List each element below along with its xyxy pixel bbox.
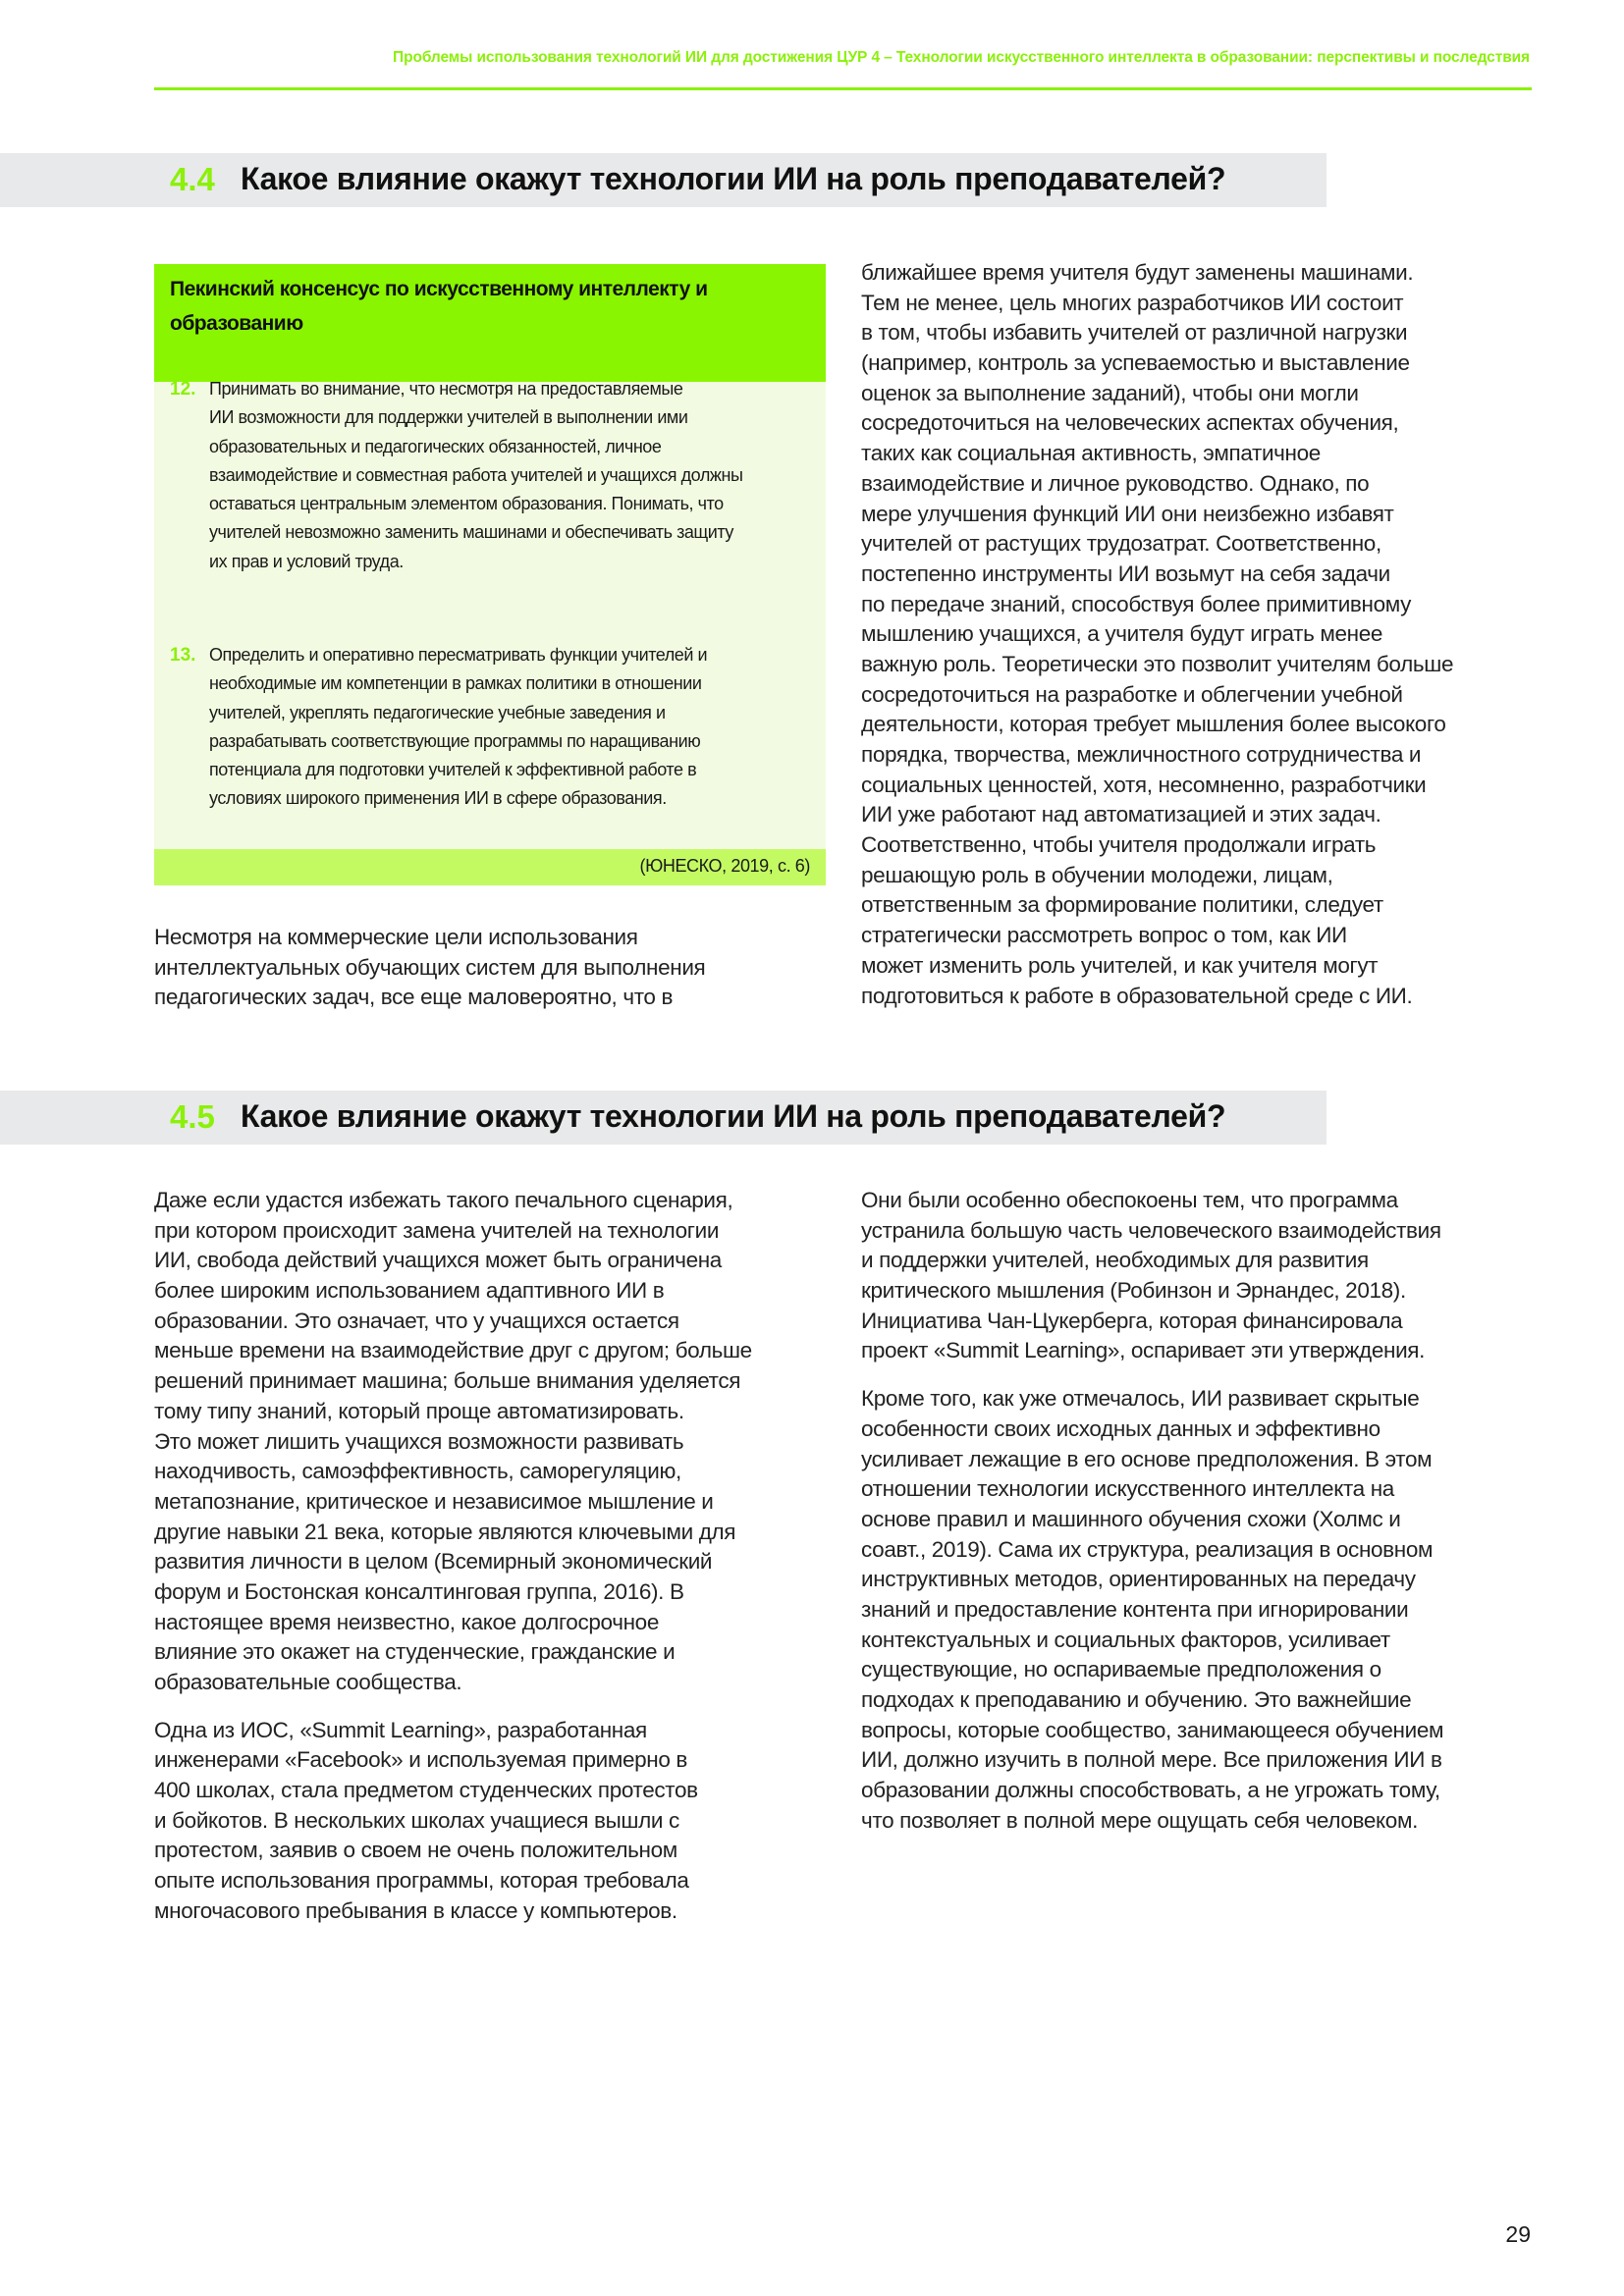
page-number: 29 <box>1505 2221 1531 2247</box>
text-line: порядка, творчества, межличностного сотрудничества и <box>861 742 1422 767</box>
list-text-line: разрабатывать соответствующие программы по наращиванию <box>209 730 701 751</box>
text-line: подходах к преподаванию и обучению. Это важнейшие <box>861 1687 1412 1712</box>
section-4-5-right-column <box>861 1186 1539 1836</box>
text-line: ближайшее время учителя будут заменены машинами. <box>861 260 1414 285</box>
text-line: Несмотря на коммерческие цели использования <box>154 925 638 949</box>
text-line: знаний и предоставление контента при игнорировании <box>861 1596 1409 1622</box>
text-line: Одна из ИОС, «Summit Learning», разработанная <box>154 1717 647 1742</box>
section-heading-4-5 <box>0 1091 1326 1145</box>
list-text-line: учителей, укреплять педагогические учебные заведения и <box>209 702 666 722</box>
text-line: проект «Summit Learning», оспаривает эти утверждения. <box>861 1338 1426 1363</box>
text-line: сосредоточиться на человеческих аспектах обучения, <box>861 410 1399 436</box>
text-line: ИИ уже работают над автоматизацией и этих задач. <box>861 802 1381 828</box>
box-title-line: образованию <box>170 312 303 335</box>
text-line: ИИ, должно изучить в полной мере. Все приложения ИИ в <box>861 1747 1442 1773</box>
citation-bar <box>154 849 826 885</box>
list-text-line: Определить и оперативно пересматривать функции учителей и <box>209 645 708 665</box>
text-line: ИИ, свобода действий учащихся может быть ограничена <box>154 1248 722 1273</box>
text-line: (например, контроль за успеваемостью и выставление <box>861 350 1410 376</box>
text-line: основе правил и машинного обучения схожи (Холмс и <box>861 1506 1401 1531</box>
text-line: отношении технологии искусственного интеллекта на <box>861 1476 1394 1502</box>
list-text-line: взаимодействие и совместная работа учителей и учащихся должны <box>209 464 743 485</box>
text-line: интеллектуальных обучающих систем для выполнения <box>154 954 706 980</box>
text-line: настоящее время неизвестно, какое долгосрочное <box>154 1609 659 1634</box>
section-title: Какое влияние окажут технологии ИИ на роль преподавателей? <box>241 1098 1226 1134</box>
list-text-line: образовательных и педагогических обязанностей, личное <box>209 436 662 456</box>
section-title: Какое влияние окажут технологии ИИ на роль преподавателей? <box>241 161 1226 196</box>
text-line: протестом, заявив о своем не очень положительном <box>154 1838 677 1863</box>
text-line: Соответственно, чтобы учителя продолжали играть <box>861 832 1377 858</box>
text-line: меньше времени на взаимодействие друг с другом; больше <box>154 1338 752 1363</box>
text-line: Инициатива Чан-Цукерберга, которая финансировала <box>861 1308 1403 1333</box>
text-line: опыте использования программы, которая требовала <box>154 1868 689 1894</box>
text-line: мышлению учащихся, а учителя будут играть менее <box>861 621 1383 647</box>
list-text-line: потенциала для подготовки учителей к эффективной работе в <box>209 760 697 780</box>
text-line: взаимодействие и личное руководство. Однако, по <box>861 470 1370 496</box>
list-text-line: их прав и условий труда. <box>209 551 404 571</box>
text-line: особенности своих исходных данных и эффективно <box>861 1415 1380 1441</box>
section-4-4-left-paragraph <box>154 923 783 1013</box>
text-line: постепенно инструменты ИИ возьмут на себя задачи <box>861 561 1390 586</box>
text-line: решающую роль в обучении молодежи, лицам, <box>861 862 1333 887</box>
list-number: 13. <box>170 645 196 666</box>
text-line: вопросы, которые сообщество, занимающееся обучением <box>861 1717 1444 1742</box>
text-line: другие навыки 21 века, которые являются ключевыми для <box>154 1519 736 1544</box>
text-line: многочасового пребывания в классе у компьютеров. <box>154 1897 677 1923</box>
text-line: Это может лишить учащихся возможности развивать <box>154 1428 684 1454</box>
text-line: оценок за выполнение заданий), чтобы они могли <box>861 380 1359 405</box>
text-line: находчивость, самоэффективность, саморегуляцию, <box>154 1459 681 1484</box>
text-line: таких как социальная активность, эмпатичное <box>861 441 1321 466</box>
section-number: 4.5 <box>170 1098 215 1135</box>
text-line: образовательные сообщества. <box>154 1670 462 1694</box>
box-title-line: Пекинский консенсус по искусственному интеллекту и <box>170 278 708 300</box>
text-line: Они были особенно обеспокоены тем, что программа <box>861 1188 1398 1212</box>
paragraph-gap <box>154 1698 783 1716</box>
list-number: 12. <box>170 379 196 400</box>
text-line: мере улучшения функций ИИ они неизбежно избавят <box>861 501 1394 526</box>
text-line: может изменить роль учителей, и как учителя могут <box>861 952 1379 978</box>
section-4-4-right-paragraph <box>861 258 1539 1011</box>
list-text-line: учителей невозможно заменить машинами и обеспечивать защиту <box>209 522 733 543</box>
text-line: более широким использованием адаптивного ИИ в <box>154 1278 665 1304</box>
text-line: усиливает лежащие в его основе предположения. В этом <box>861 1446 1433 1471</box>
text-line: образовании должны способствовать, а не угрожать тому, <box>861 1778 1440 1803</box>
text-line: контекстуальных и социальных факторов, усиливает <box>861 1627 1390 1652</box>
box-header <box>154 264 826 382</box>
citation: (ЮНЕСКО, 2019, с. 6) <box>639 856 810 876</box>
text-line: критического мышления (Робинзон и Эрнандес, 2018). <box>861 1278 1406 1304</box>
text-line: по передаче знаний, способствуя более примитивному <box>861 591 1412 616</box>
list-text-line: Принимать во внимание, что несмотря на предоставляемые <box>209 379 683 399</box>
text-line: влияние это окажет на студенческие, гражданские и <box>154 1639 676 1665</box>
text-line: Даже если удастся избежать такого печального сценария, <box>154 1188 733 1212</box>
text-line: Кроме того, как уже отмечалось, ИИ развивает скрытые <box>861 1386 1420 1412</box>
list-text-line: оставаться центральным элементом образования. Понимать, что <box>209 494 724 514</box>
text-line: учителей от растущих трудозатрат. Соответственно, <box>861 531 1381 557</box>
list-text-line: ИИ возможности для поддержки учителей в выполнении ими <box>209 407 688 428</box>
text-line: деятельности, которая требует мышления более высокого <box>861 712 1446 737</box>
text-line: в том, чтобы избавить учителей от различной нагрузки <box>861 320 1408 346</box>
text-line: Тем не менее, цель многих разработчиков ИИ состоит <box>861 290 1404 315</box>
running-header: Проблемы использования технологий ИИ для достижения ЦУР 4 – Технологии искусственного интеллекта в образовании: перспективы и последствия <box>393 49 1530 66</box>
text-line: ответственным за формирование политики, следует <box>861 892 1383 918</box>
text-line: при котором происходит замена учителей на технологии <box>154 1217 720 1243</box>
beijing-consensus-box <box>154 264 826 885</box>
list-text-line: необходимые им компетенции в рамках политики в отношении <box>209 673 702 694</box>
text-line: подготовиться к работе в образовательной среде с ИИ. <box>861 983 1413 1008</box>
text-line: важную роль. Теоретически это позволит учителям больше <box>861 651 1454 676</box>
text-line: социальных ценностей, хотя, несомненно, разработчики <box>861 772 1427 797</box>
text-line: метапознание, критическое и независимое мышление и <box>154 1488 714 1514</box>
paragraph-gap <box>861 1366 1539 1384</box>
text-line: сосредоточиться на разработке и облегчении учебной <box>861 681 1403 707</box>
section-heading-4-4 <box>0 153 1326 207</box>
text-line: стратегически рассмотреть вопрос о том, как ИИ <box>861 923 1347 948</box>
text-line: развития личности в целом (Всемирный экономический <box>154 1549 713 1575</box>
text-line: форум и Бостонская консалтинговая группа, 2016). В <box>154 1578 684 1604</box>
text-line: образовании. Это означает, что у учащихся остается <box>154 1308 679 1333</box>
text-line: решений принимает машина; больше внимания уделяется <box>154 1368 741 1394</box>
section-number: 4.4 <box>170 161 215 197</box>
text-line: педагогических задач, все еще маловероятно, что в <box>154 985 674 1010</box>
text-line: и поддержки учителей, необходимых для развития <box>861 1248 1369 1273</box>
list-text-line: условиях широкого применения ИИ в сфере образования. <box>209 788 667 809</box>
text-line: тому типу знаний, который проще автоматизировать. <box>154 1398 684 1423</box>
text-line: существующие, но оспариваемые предположения о <box>861 1657 1381 1682</box>
text-line: 400 школах, стала предметом студенческих протестов <box>154 1778 698 1803</box>
section-4-5-left-column <box>154 1186 783 1927</box>
text-line: что позволяет в полной мере ощущать себя человеком. <box>861 1807 1418 1833</box>
text-line: соавт., 2019). Сама их структура, реализация в основном <box>861 1536 1434 1562</box>
text-line: инструктивных методов, ориентированных на передачу <box>861 1567 1416 1592</box>
text-line: и бойкотов. В нескольких школах учащиеся вышли с <box>154 1807 679 1833</box>
text-line: устранила большую часть человеческого взаимодействия <box>861 1217 1441 1243</box>
text-line: инженерами «Facebook» и используемая примерно в <box>154 1747 688 1773</box>
header-divider <box>154 87 1532 90</box>
